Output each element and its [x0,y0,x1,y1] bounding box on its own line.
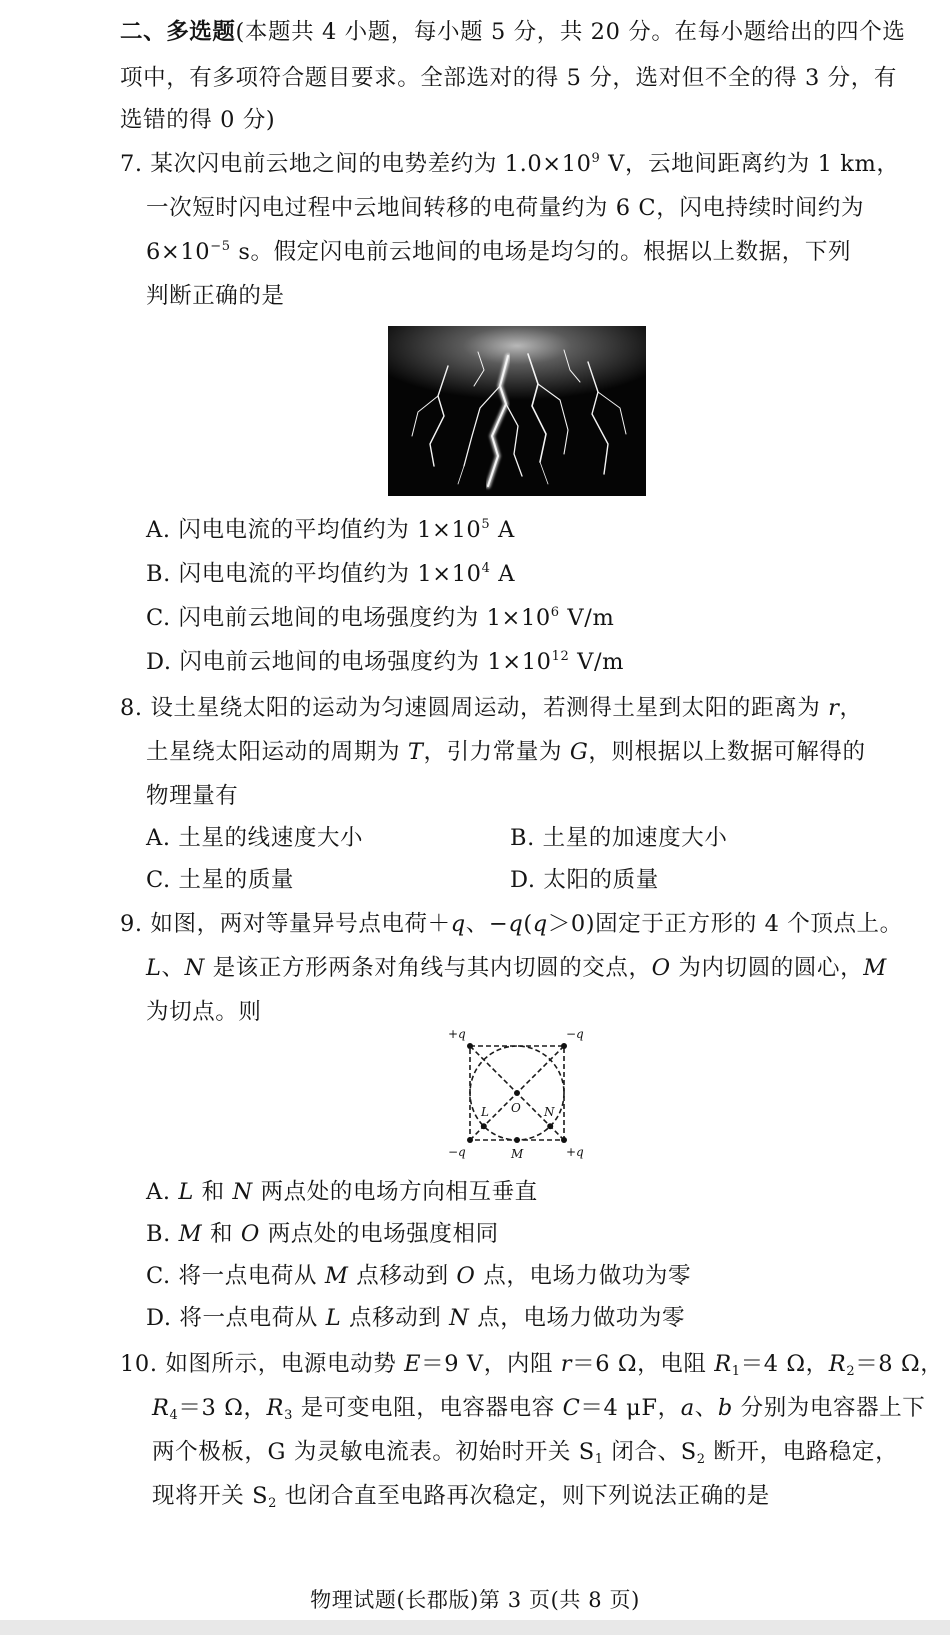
lightning-photo [388,326,646,496]
q8-option-c[interactable]: C. 土星的质量 [146,867,295,893]
point-n [547,1123,553,1129]
q9-stem-line-3: 为切点。则 [146,999,262,1025]
q7-stem-line-4: 判断正确的是 [146,283,285,309]
charge-bottom-right [561,1137,567,1143]
label-n: N [544,1105,555,1119]
q9-option-b[interactable]: B. M 和 O 两点处的电场强度相同 [146,1221,499,1247]
q10-stem-line-1: 10. 如图所示，电源电动势 E＝9 V，内阻 r＝6 Ω，电阻 $R_1=4$ Ω，$R_2=8$ Ω， [120,1351,944,1379]
q8-stem-line-1: 8. 设土星绕太阳的运动为匀速圆周运动，若测得土星到太阳的距离为 r， [120,695,863,721]
charge-bottom-left [467,1137,473,1143]
q8-stem-line-3: 物理量有 [146,783,239,809]
q8-option-d[interactable]: D. 太阳的质量 [510,867,659,893]
q10-stem-line-3: 两个极板，G 为灵敏电流表。初始时开关 $S_1$ 闭合、$S_2$ 断开，电路稳定， [152,1439,899,1467]
q7-option-a[interactable]: A. 闪电电流的平均值约为 $1\times 10^5$ A [146,517,515,543]
charge-top-right [561,1043,567,1049]
label-tl-charge: +q [448,1027,466,1041]
q8-stem-line-2: 土星绕太阳运动的周期为 T，引力常量为 G，则根据以上数据可解得的 [146,739,866,765]
point-l [481,1123,487,1129]
label-l: L [481,1105,489,1119]
q7-stem-line-1: 7. 某次闪电前云地之间的电势差约为 $1.0\times 10^9$ V，云地间距离约为 1 km， [120,151,900,177]
q7-option-b[interactable]: B. 闪电电流的平均值约为 $1\times 10^4$ A [146,561,516,587]
section-intro-line-3: 选错的得 0 分) [120,107,276,133]
charge-top-left [467,1043,473,1049]
section-intro-line-2: 项中，有多项符合题目要求。全部选对的得 5 分，选对但不全的得 3 分，有 [120,65,897,91]
point-o [514,1090,520,1096]
section-title: 二、多选题 [120,19,236,45]
q9-option-a[interactable]: A. L 和 N 两点处的电场方向相互垂直 [146,1179,538,1205]
square-charge-diagram [440,1022,590,1164]
label-bl-charge: −q [448,1145,466,1159]
bottom-edge-strip [0,1620,950,1635]
q8-option-a[interactable]: A. 土星的线速度大小 [146,825,364,851]
label-br-charge: +q [566,1145,584,1159]
section-intro-line-1: 二、多选题(本题共 4 小题，每小题 5 分，共 20 分。在每小题给出的四个选 [120,19,906,45]
point-m [514,1137,520,1143]
label-m: M [511,1147,524,1161]
label-tr-charge: −q [566,1027,584,1041]
q10-stem-line-4: 现将开关 $S_2$ 也闭合直至电路再次稳定，则下列说法正确的是 [152,1483,770,1511]
q10-stem-line-2: $R_4=3$ Ω，$R_3$ 是可变电阻，电容器电容 C＝4 μF，a、b 分别为电容器上下 [152,1395,926,1423]
label-o: O [511,1101,521,1115]
q7-stem-line-3: $6\times 10^{-5}$ s。假定闪电前云地间的电场是均匀的。根据以上数据，下列 [146,239,852,265]
q7-option-c[interactable]: C. 闪电前云地间的电场强度约为 $1\times 10^6$ V/m [146,605,615,631]
q7-option-d[interactable]: D. 闪电前云地间的电场强度约为 $1\times 10^{12}$ V/m [146,649,625,675]
q9-stem-line-2: L、N 是该正方形两条对角线与其内切圆的交点，O 为内切圆的圆心，M [146,955,887,981]
q9-option-c[interactable]: C. 将一点电荷从 M 点移动到 O 点，电场力做功为零 [146,1263,692,1289]
q7-stem-line-2: 一次短时闪电过程中云地间转移的电荷量约为 6 C，闪电持续时间约为 [146,195,865,221]
q9-stem-line-1: 9. 如图，两对等量异号点电荷＋q、−q(q＞0)固定于正方形的 4 个顶点上。 [120,911,903,937]
q8-option-b[interactable]: B. 土星的加速度大小 [510,825,728,851]
page-footer: 物理试题(长郡版)第 3 页(共 8 页) [310,1588,640,1612]
q9-option-d[interactable]: D. 将一点电荷从 L 点移动到 N 点，电场力做功为零 [146,1305,686,1331]
